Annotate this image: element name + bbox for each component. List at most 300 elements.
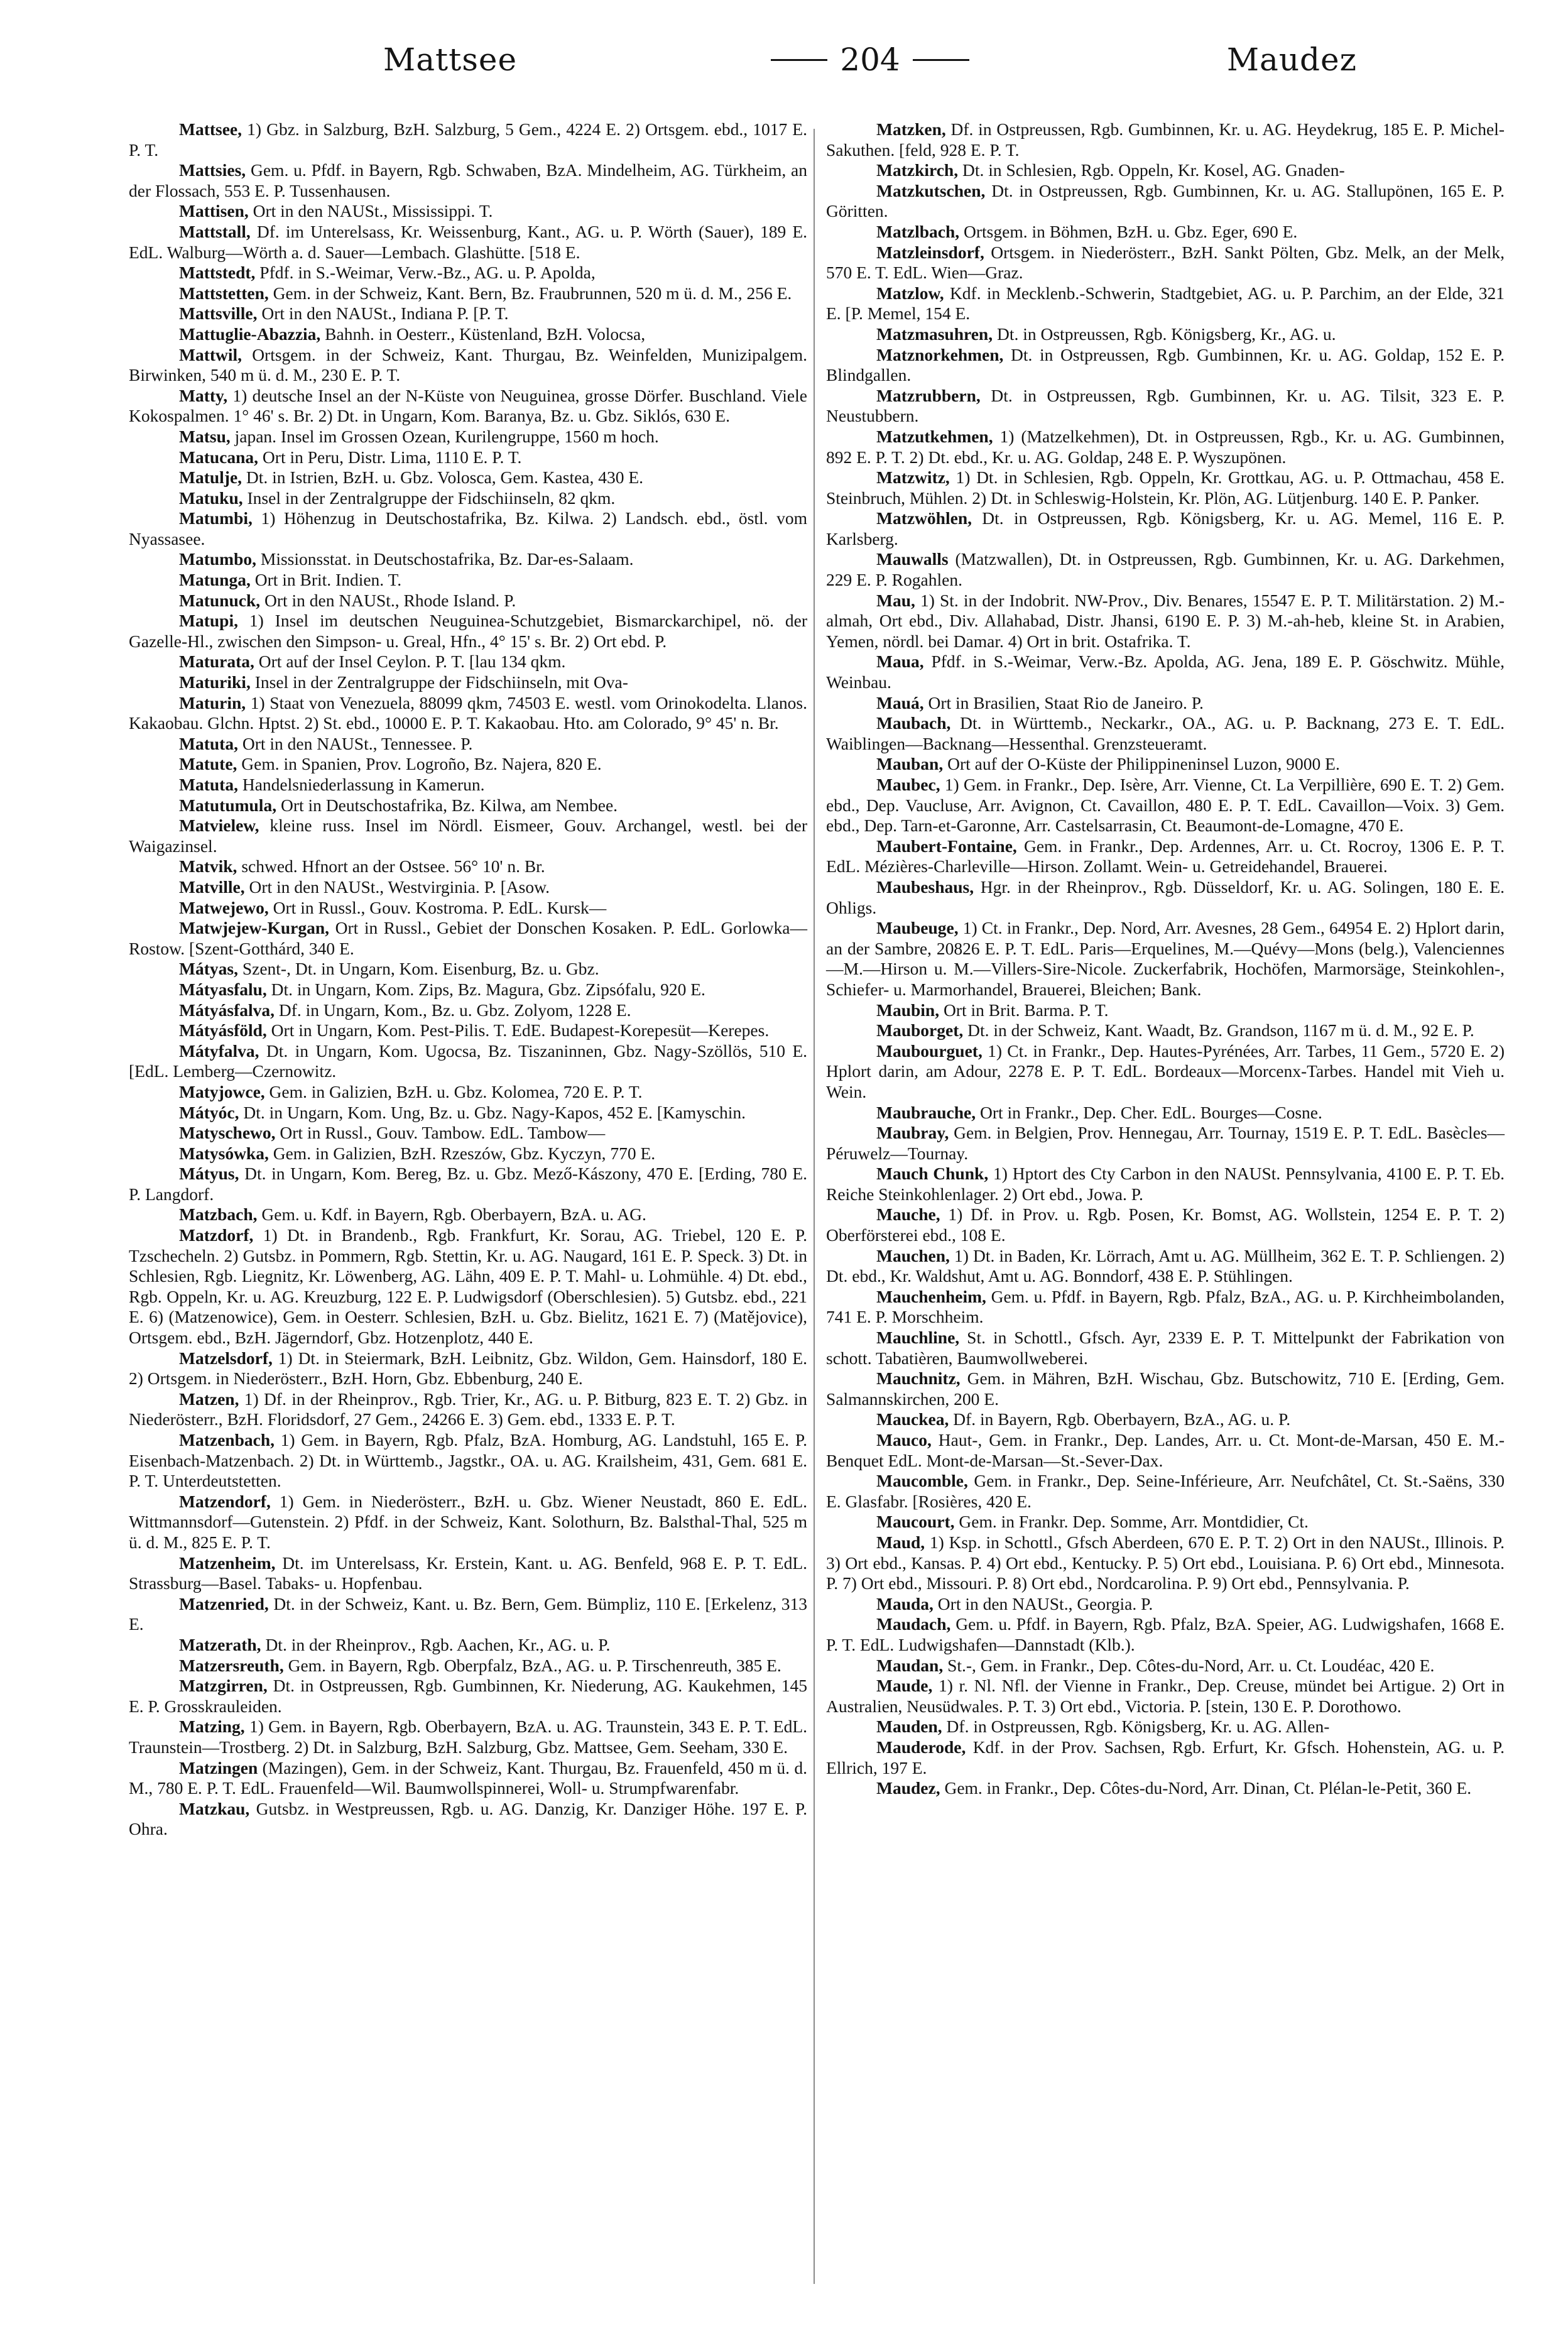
entry-text: Dt. in Ungarn, Kom. Ung, Bz. u. Gbz. Nagy-Kapos, 452 E. [Kamyschin. <box>239 1102 746 1122</box>
entry-headword: Maubrauche, <box>876 1102 976 1122</box>
entry-text: Ort in den NAUSt., Indiana P. [P. T. <box>257 303 509 324</box>
gazetteer-entry <box>826 1532 1505 1594</box>
gazetteer-entry <box>826 119 1505 160</box>
gazetteer-entry <box>826 1512 1505 1532</box>
entry-headword: Maubin, <box>876 1000 940 1020</box>
entry-headword: Matzken, <box>876 119 946 139</box>
gazetteer-entry <box>129 775 807 795</box>
gazetteer-entry <box>129 1717 807 1757</box>
entry-text: Dt. in Ungarn, Kom. Bereg, Bz. u. Gbz. Mező-Kászony, 470 E. [Erding, 780 E. P. Langdorf. <box>129 1164 807 1204</box>
gazetteer-entry <box>826 386 1505 427</box>
gazetteer-entry <box>129 795 807 816</box>
entry-headword: Matzenheim, <box>179 1553 276 1573</box>
gazetteer-entry <box>129 856 807 877</box>
entry-text: Gem. in Galizien, BzH. Rzeszów, Gbz. Kyczyn, 770 E. <box>268 1143 656 1163</box>
entry-text: Kdf. in der Prov. Sachsen, Rgb. Erfurt, Kr. Gfsch. Hohenstein, AG. u. P. Ellrich, 197 E. <box>826 1737 1505 1778</box>
entry-text: 1) Gem. in Bayern, Rgb. Pfalz, BzA. Homburg, AG. Landstuhl, 165 E. P. Eisenbach-Matzenbach. 2) Dt. in Württemb., Jagstkr., OA. u. AG. Krailsheim, 431, Gem. 681 E. P. T. Unterdeutstetten. <box>129 1430 807 1491</box>
entry-headword: Matzenbach, <box>179 1430 275 1450</box>
entry-headword: Matzersreuth, <box>179 1655 284 1675</box>
entry-text: Ort in Deutschostafrika, Bz. Kilwa, am Nembee. <box>276 795 618 815</box>
entry-text: Ort in den NAUSt., Mississippi. T. <box>248 201 493 221</box>
entry-headword: Maturin, <box>179 692 246 713</box>
gazetteer-entry <box>129 549 807 570</box>
entry-headword: Matzrubbern, <box>876 385 981 405</box>
entry-text: Gem. in der Schweiz, Kant. Bern, Bz. Fraubrunnen, 520 m ü. d. M., 256 E. <box>268 283 792 303</box>
entry-headword: Matzingen <box>179 1757 258 1778</box>
entry-headword: Mátyásfalva, <box>179 1000 275 1020</box>
entry-text: Dt. in der Schweiz, Kant. Waadt, Bz. Grandson, 1167 m ü. d. M., 92 E. P. <box>963 1020 1474 1040</box>
entry-text: Dt. in Ostpreussen, Rgb. Gumbinnen, Kr. u. AG. Goldap, 152 E. P. Blindgallen. <box>826 344 1505 385</box>
entry-text: 1) Insel im deutschen Neuguinea-Schutzgebiet, Bismarckarchipel, nö. der Gazelle-Hl., zwischen den Simpson- u. Greal, Hfn., 4° 15' s. Br. 2) Ort ebd. P. <box>129 611 807 651</box>
gazetteer-entry <box>826 324 1505 345</box>
entry-text: 1) Dt. in Brandenb., Rgb. Frankfurt, Kr. Sorau, AG. Triebel, 120 E. P. Tzschecheln. 2) Gutsbz. in Pommern, Rgb. Stettin, Kr. u. AG. Naugard, 161 E. P. Speck. 3) Dt. in Schlesien, Rgb. Liegnitz, Kr. Löwenberg, AG. Lähn, 409 E. P. T. Mahl- u. Lohmühle. 4) Dt. ebd., Rgb. Oppeln, Kr. u. AG. Kreuzburg, 122 E. P. Ludwigsdorf (Oberschlesien). 5) Gutsbz. ebd., 221 E. 6) (Matzenowice), Gem. in Oesterr. Schlesien, BzH. u. Gbz. Bielitz, 1621 E. 7) (Matějovice), Ortsgem. ebd., BzH. Jägerndorf, Gbz. Hotzenplotz, 440 E. <box>129 1225 807 1348</box>
entry-headword: Maubeuge, <box>876 918 959 938</box>
entry-headword: Matzbach, <box>179 1204 258 1225</box>
gazetteer-entry <box>129 1000 807 1021</box>
entry-text: Bahnh. in Oesterr., Küstenland, BzH. Volocsa, <box>320 324 646 344</box>
entry-headword: Mattsee, <box>179 119 242 139</box>
entry-headword: Matwjejew-Kurgan, <box>179 918 330 938</box>
page-number: 204 <box>840 41 900 78</box>
running-head-last-entry: Maudez <box>1226 41 1357 78</box>
page-number-block <box>771 41 969 78</box>
entry-text: 1) Gem. in Bayern, Rgb. Oberbayern, BzA. u. AG. Traunstein, 343 E. P. T. EdL. Traunstein—Trostberg. 2) Dt. in Salzburg, BzH. Salzburg, Gbz. Mattsee, Gem. Seeham, 330 E. <box>129 1717 807 1757</box>
entry-headword: Maucomble, <box>876 1471 968 1491</box>
entry-headword: Matzdorf, <box>179 1225 254 1245</box>
gazetteer-entry <box>826 1164 1505 1204</box>
entry-text: 1) Höhenzug in Deutschostafrika, Bz. Kilwa. 2) Landsch. ebd., östl. vom Nyassasee. <box>129 508 807 549</box>
entry-text: 1) St. in der Indobrit. NW-Prov., Div. Benares, 15547 E. P. T. Militärstation. 2) M.-almah, Ort ebd., Div. Allahabad, Distr. Jhansi, 6190 E. P. 3) M.-ah-heb, kleine St. in Arabien, Yemen, nördl. bei Damar. 4) Ort in brit. Ostafrika. T. <box>826 590 1505 651</box>
entry-headword: Maturiki, <box>179 672 251 692</box>
gazetteer-entry <box>129 816 807 856</box>
entry-text: Ort in Russl., Gouv. Tambow. EdL. Tambow— <box>275 1123 606 1143</box>
gazetteer-entry <box>826 1778 1505 1799</box>
entry-headword: Mauden, <box>876 1717 942 1737</box>
gazetteer-entry <box>129 611 807 652</box>
entry-text: Szent-, Dt. in Ungarn, Kom. Eisenburg, Bz. u. Gbz. <box>237 959 599 979</box>
gazetteer-entry <box>129 980 807 1000</box>
entry-text: schwed. Hfnort an der Ostsee. 56° 10' n. Br. <box>237 856 545 877</box>
entry-headword: Mauchenheim, <box>876 1286 986 1306</box>
gazetteer-entry <box>826 181 1505 222</box>
entry-text: 1) Ct. in Frankr., Dep. Hautes-Pyrénées, Arr. Tarbes, 11 Gem., 5720 E. 2) Hplort darin, am Adour, 2278 E. P. T. EdL. Bordeaux—Morcenx-Tarbes. Handel mit Vieh u. Wein. <box>826 1040 1505 1101</box>
gazetteer-entry <box>826 1000 1505 1021</box>
entry-text: Dt. in Ostpreussen, Rgb. Gumbinnen, Kr. Niederung, AG. Kaukehmen, 145 E. P. Grosskrauleiden. <box>129 1676 807 1716</box>
entry-headword: Matsu, <box>179 426 231 446</box>
entry-text: Ort auf der O-Küste der Philippineninsel Luzon, 9000 E. <box>943 754 1340 774</box>
entry-headword: Maubourguet, <box>876 1040 983 1061</box>
entry-text: Gem. in Mähren, BzH. Wischau, Gbz. Butschowitz, 710 E. [Erding, Gem. Salmannskirchen, 200 E. <box>826 1368 1505 1409</box>
page-header <box>126 25 1483 94</box>
entry-text: Gem. in Spanien, Prov. Logroño, Bz. Najera, 820 E. <box>237 754 602 774</box>
entry-headword: Matumbi, <box>179 508 253 528</box>
gazetteer-entry <box>826 1246 1505 1287</box>
entry-text: St.-, Gem. in Frankr., Dep. Côtes-du-Nord, Arr. u. Ct. Loudéac, 420 E. <box>943 1655 1435 1675</box>
entry-text: 1) Gbz. in Salzburg, BzH. Salzburg, 5 Gem., 4224 E. 2) Ortsgem. ebd., 1017 E. P. T. <box>129 119 807 160</box>
gazetteer-entry <box>826 1471 1505 1512</box>
gazetteer-entry <box>826 1204 1505 1245</box>
running-head-first-entry: Mattsee <box>383 41 518 78</box>
entry-headword: Maua, <box>876 652 924 672</box>
entry-text: 1) Ksp. in Schottl., Gfsch Aberdeen, 670 E. P. T. 2) Ort in den NAUSt., Illinois. P. 3) Ort ebd., Kansas. P. 4) Ort ebd., Kentucky. P. 5) Ort ebd., Louisiana. P. 6) Ort ebd., Minnesota. P. 7) Ort ebd., Missouri. P. 8) Ort ebd., Nordcarolina. P. 9) Ort ebd., Pennsylvania. P. <box>826 1532 1505 1593</box>
gazetteer-entry <box>826 283 1505 324</box>
entry-text: Ort in Ungarn, Kom. Pest-Pilis. T. EdE. Budapest-Korepesüt—Kerepes. <box>266 1020 770 1040</box>
gazetteer-entry <box>826 1287 1505 1328</box>
entry-headword: Matysówka, <box>179 1143 269 1163</box>
entry-text: 1) Df. in der Rheinprov., Rgb. Trier, Kr., AG. u. P. Bitburg, 823 E. T. 2) Gbz. in Niederösterr., BzH. Floridsdorf, 27 Gem., 24266 E. 3) Gem. ebd., 1333 E. P. T. <box>129 1389 807 1429</box>
entry-headword: Mauche, <box>876 1204 940 1225</box>
entry-text: Ort in Brasilien, Staat Rio de Janeiro. P. <box>923 692 1204 713</box>
entry-headword: Matzelsdorf, <box>179 1348 273 1368</box>
entry-text: Gem. u. Pfdf. in Bayern, Rgb. Pfalz, BzA. Speier, AG. Ludwigshafen, 1668 E. P. T. EdL. Ludwigshafen—Dannstadt (Klb.). <box>826 1614 1505 1654</box>
entry-headword: Matunuck, <box>179 590 261 610</box>
entry-text: Gem. u. Kdf. in Bayern, Rgb. Oberbayern, BzA. u. AG. <box>257 1204 646 1225</box>
right-column <box>826 119 1505 1799</box>
entry-text: Gem. in Bayern, Rgb. Oberpfalz, BzA., AG. u. P. Tirschenreuth, 385 E. <box>283 1655 781 1675</box>
entry-text: 1) Dt. in Steiermark, BzH. Leibnitz, Gbz. Wildon, Gem. Hainsdorf, 180 E. 2) Ortsgem. in Niederösterr., BzH. Horn, Gbz. Ebbenburg, 240 E. <box>129 1348 807 1389</box>
gazetteer-entry <box>129 1799 807 1840</box>
gazetteer-entry <box>129 570 807 591</box>
entry-headword: Mattstedt, <box>179 263 256 283</box>
gazetteer-entry <box>826 918 1505 1000</box>
gazetteer-entry <box>826 427 1505 467</box>
entry-headword: Matzkirch, <box>876 160 959 180</box>
entry-text: Df. in Ungarn, Kom., Bz. u. Gbz. Zolyom, 1228 E. <box>275 1000 631 1020</box>
entry-headword: Mattisen, <box>179 201 249 221</box>
entry-headword: Matzutkehmen, <box>876 426 993 446</box>
gazetteer-entry <box>826 1656 1505 1676</box>
entry-headword: Maud, <box>876 1532 925 1552</box>
gazetteer-entry <box>826 1430 1505 1471</box>
entry-text: Ort in den NAUSt., Rhode Island. P. <box>260 590 516 610</box>
entry-headword: Maubach, <box>876 713 951 733</box>
gazetteer-entry <box>826 1103 1505 1123</box>
entry-headword: Matzmasuhren, <box>876 324 993 344</box>
entry-text: Dt. im Unterelsass, Kr. Erstein, Kant. u. AG. Benfeld, 968 E. P. T. EdL. Strassburg—Basel. Tabaks- u. Hopfenbau. <box>129 1553 807 1593</box>
entry-text: Insel in der Zentralgruppe der Fidschiinseln, mit Ova- <box>250 672 628 692</box>
header-dash-right <box>913 59 969 61</box>
entry-text: 1) r. Nl. Nfl. der Vienne in Frankr., Dep. Creuse, mündet bei Artigue. 2) Ort in Australien, Neusüdwales. P. T. 3) Ort ebd., Victoria. P. [stein, 130 E. P. Dorothowo. <box>826 1676 1505 1716</box>
gazetteer-entry <box>129 467 807 488</box>
gazetteer-entry <box>129 1676 807 1717</box>
entry-text: Pfdf. in S.-Weimar, Verw.-Bz., AG. u. P. Apolda, <box>255 263 596 283</box>
gazetteer-entry <box>129 1164 807 1204</box>
gazetteer-entry <box>129 1123 807 1144</box>
gazetteer-entry <box>826 467 1505 508</box>
entry-text: Gem. u. Pfdf. in Bayern, Rgb. Schwaben, BzA. Mindelheim, AG. Türkheim, an der Flossach, 553 E. P. Tussenhausen. <box>129 160 807 200</box>
entry-text: Ort in den NAUSt., Georgia. P. <box>933 1593 1153 1614</box>
entry-text: Gem. in Belgien, Prov. Hennegau, Arr. Tournay, 1519 E. P. T. EdL. Basècles—Péruwelz—Tournay. <box>826 1123 1505 1163</box>
entry-text: Hgr. in der Rheinprov., Rgb. Düsseldorf, Kr. u. AG. Solingen, 180 E. E. Ohligs. <box>826 877 1505 917</box>
entry-text: Insel in der Zentralgruppe der Fidschiinseln, 82 qkm. <box>242 488 616 508</box>
gazetteer-entry <box>129 1225 807 1348</box>
gazetteer-entry <box>826 1676 1505 1717</box>
header-dash-left <box>771 59 827 61</box>
entry-headword: Maudan, <box>876 1655 944 1675</box>
entry-headword: Mátyóc, <box>179 1102 239 1122</box>
entry-headword: Mauban, <box>876 754 944 774</box>
gazetteer-entry <box>129 1635 807 1656</box>
entry-text: Ort auf der Insel Ceylon. P. T. [lau 134 qkm. <box>254 652 566 672</box>
gazetteer-entry <box>826 1123 1505 1164</box>
entry-text: Df. in Ostpreussen, Rgb. Königsberg, Kr. u. AG. Allen- <box>942 1717 1330 1737</box>
entry-headword: Matuku, <box>179 488 243 508</box>
gazetteer-entry <box>129 119 807 160</box>
gazetteer-entry <box>129 672 807 693</box>
entry-text: Ortsgem. in Niederösterr., BzH. Sankt Pölten, Gbz. Melk, an der Melk, 570 E. T. EdL. Wien—Graz. <box>826 242 1505 283</box>
gazetteer-entry <box>129 1553 807 1594</box>
entry-headword: Matvielew, <box>179 816 259 836</box>
entry-text: Gem. in Frankr., Dep. Ardennes, Arr. u. Ct. Rocroy, 1306 E. P. T. EdL. Mézières-Charleville—Hirson. Zollamt. Wein- u. Getreidehandel, Brauerei. <box>826 836 1505 877</box>
gazetteer-entry <box>826 754 1505 775</box>
entry-text: Pfdf. in S.-Weimar, Verw.-Bz. Apolda, AG. Jena, 189 E. P. Göschwitz. Mühle, Weinbau. <box>826 652 1505 692</box>
entry-headword: Mauá, <box>876 692 924 713</box>
entry-text: Kdf. in Mecklenb.-Schwerin, Stadtgebiet, AG. u. P. Parchim, an der Elde, 321 E. [P. Memel, 154 E. <box>826 283 1505 324</box>
entry-text: St. in Schottl., Gfsch. Ayr, 2339 E. P. T. Mittelpunkt der Fabrikation von schott. Tabatièren, Baumwollweberei. <box>826 1328 1505 1368</box>
gazetteer-entry <box>129 898 807 919</box>
entry-text: Dt. in Schlesien, Rgb. Oppeln, Kr. Kosel, AG. Gnaden- <box>958 160 1345 180</box>
entry-headword: Matville, <box>179 877 245 897</box>
entry-headword: Matyschewo, <box>179 1123 276 1143</box>
entry-headword: Maubeshaus, <box>876 877 974 897</box>
entry-headword: Matzerath, <box>179 1634 261 1654</box>
entry-text: Dt. in der Rheinprov., Rgb. Aachen, Kr., AG. u. P. <box>261 1634 611 1654</box>
entry-headword: Mátyásföld, <box>179 1020 267 1040</box>
entry-text: Dt. in der Schweiz, Kant. u. Bz. Bern, Gem. Bümpliz, 110 E. [Erkelenz, 313 E. <box>129 1593 807 1634</box>
gazetteer-entry <box>129 447 807 468</box>
gazetteer-entry <box>129 754 807 775</box>
gazetteer-entry <box>826 591 1505 652</box>
entry-headword: Matumbo, <box>179 549 256 569</box>
entry-text: 1) deutsche Insel an der N-Küste von Neuguinea, grosse Dörfer. Buschland. Viele Kokospalmen. 1° 46' s. Br. 2) Dt. in Ungarn, Kom. Baranya, Bz. u. Gbz. Siklós, 630 E. <box>129 385 807 426</box>
gazetteer-entry <box>826 775 1505 836</box>
gazetteer-entry <box>826 243 1505 283</box>
gazetteer-entry <box>129 1082 807 1103</box>
gazetteer-entry <box>129 1020 807 1041</box>
entry-text: 1) Ct. in Frankr., Dep. Nord, Arr. Avesnes, 28 Gem., 64954 E. 2) Hplort darin, an der Sambre, 20826 E. P. T. EdL. Paris—Erquelines, M.—Quévy—Mons (belg.), Valenciennes—M.—Hirson u. M.—Villers-Sire-Nicole. Zuckerfabrik, Hochöfen, Marmorsäge, Steinkohlen-, Schiefer- u. Marmorhandel, Brauerei, Bleichen; Bank. <box>826 918 1505 999</box>
entry-text: Gem. u. Pfdf. in Bayern, Rgb. Pfalz, BzA., AG. u. P. Kirchheimbolanden, 741 E. P. Morschheim. <box>826 1286 1505 1327</box>
entry-headword: Mauchnitz, <box>876 1368 961 1389</box>
entry-headword: Mattstall, <box>179 221 251 241</box>
entry-headword: Matutumula, <box>179 795 277 815</box>
entry-text: (Matzwallen), Dt. in Ostpreussen, Rgb. Gumbinnen, Kr. u. AG. Darkehmen, 229 E. P. Rogahlen. <box>826 549 1505 590</box>
gazetteer-entry <box>129 1430 807 1492</box>
entry-headword: Mauckea, <box>876 1409 949 1429</box>
entry-text: Dt. in Ostpreussen, Rgb. Gumbinnen, Kr. u. AG. Stallupönen, 165 E. P. Göritten. <box>826 180 1505 221</box>
gazetteer-entry <box>129 303 807 324</box>
entry-headword: Mau, <box>876 590 915 610</box>
entry-text: 1) Df. in Prov. u. Rgb. Posen, Kr. Bomst, AG. Wollstein, 1254 E. P. T. 2) Oberförsterei ebd., 108 E. <box>826 1204 1505 1245</box>
gazetteer-entry <box>129 386 807 427</box>
entry-headword: Mátyus, <box>179 1164 239 1184</box>
gazetteer-entry <box>129 959 807 980</box>
entry-headword: Matucana, <box>179 447 259 467</box>
entry-headword: Matzing, <box>179 1717 245 1737</box>
entry-headword: Matznorkehmen, <box>876 344 1004 364</box>
gazetteer-entry <box>129 263 807 283</box>
entry-headword: Mauda, <box>876 1593 934 1614</box>
entry-text: Df. in Ostpreussen, Rgb. Gumbinnen, Kr. u. AG. Heydekrug, 185 E. P. Michel-Sakuthen. [feld, 928 E. P. T. <box>826 119 1505 160</box>
gazetteer-entry <box>129 283 807 304</box>
column-divider <box>814 129 815 2284</box>
gazetteer-entry <box>826 693 1505 714</box>
gazetteer-entry <box>129 918 807 959</box>
gazetteer-entry <box>129 1758 807 1799</box>
gazetteer-entry <box>826 508 1505 549</box>
entry-text: Gem. in Frankr., Dep. Côtes-du-Nord, Arr. Dinan, Ct. Plélan-le-Petit, 360 E. <box>940 1778 1472 1798</box>
entry-headword: Maude, <box>876 1676 933 1696</box>
gazetteer-entry <box>826 1717 1505 1737</box>
entry-headword: Matty, <box>179 385 228 405</box>
entry-text: 1) Dt. in Baden, Kr. Lörrach, Amt u. AG. Müllheim, 362 E. T. P. Schliengen. 2) Dt. ebd., Kr. Waldshut, Amt u. AG. Bonndorf, 438 E. P. Stühlingen. <box>826 1245 1505 1286</box>
entry-text: 1) Staat von Venezuela, 88099 qkm, 74503 E. westl. vom Orinokodelta. Llanos. Kakaobau. Glchn. Hptst. 2) St. ebd., 10000 E. P. T. Kakaobau. Hto. am Colorado, 9° 45' n. Br. <box>129 692 807 733</box>
entry-headword: Matzkau, <box>179 1798 250 1818</box>
gazetteer-entry <box>826 549 1505 590</box>
gazetteer-entry <box>826 1020 1505 1041</box>
entry-text: Ort in Frankr., Dep. Cher. EdL. Bourges—Cosne. <box>976 1102 1322 1122</box>
gazetteer-entry <box>129 1389 807 1430</box>
entry-headword: Matzen, <box>179 1389 239 1409</box>
gazetteer-entry <box>129 201 807 222</box>
entry-headword: Matuta, <box>179 733 238 753</box>
entry-headword: Mattwil, <box>179 344 242 364</box>
gazetteer-entry <box>129 1492 807 1553</box>
entry-text: Dt. in Ostpreussen, Rgb. Königsberg, Kr. u. AG. Memel, 116 E. P. Karlsberg. <box>826 508 1505 549</box>
entry-headword: Matzgirren, <box>179 1676 268 1696</box>
entry-headword: Mattsville, <box>179 303 258 324</box>
gazetteer-entry <box>129 1204 807 1225</box>
entry-text: Df. in Bayern, Rgb. Oberbayern, BzA., AG. u. P. <box>949 1409 1291 1429</box>
entry-headword: Maubert-Fontaine, <box>876 836 1017 856</box>
gazetteer-entry <box>129 1594 807 1635</box>
gazetteer-entry <box>129 1103 807 1123</box>
entry-text: Ortsgem. in Böhmen, BzH. u. Gbz. Eger, 690 E. <box>959 221 1298 241</box>
gazetteer-entry <box>129 877 807 898</box>
gazetteer-entry <box>826 222 1505 243</box>
gazetteer-entry <box>826 713 1505 754</box>
entry-headword: Maudez, <box>876 1778 940 1798</box>
entry-headword: Matwejewo, <box>179 897 269 917</box>
entry-text: Ort in den NAUSt., Tennessee. P. <box>237 733 473 753</box>
gazetteer-entry <box>826 1368 1505 1409</box>
gazetteer-entry <box>129 488 807 509</box>
entry-headword: Mátyas, <box>179 959 238 979</box>
entry-text: Dt. in Württemb., Neckarkr., OA., AG. u. P. Backnang, 273 E. T. EdL. Waiblingen—Backnang—Hessenthal. Grenzsteueramt. <box>826 713 1505 753</box>
gazetteer-entry <box>129 1144 807 1164</box>
entry-headword: Maudach, <box>876 1614 951 1634</box>
entry-headword: Matzenried, <box>179 1593 269 1614</box>
gazetteer-entry <box>129 427 807 447</box>
entry-headword: Mauderode, <box>876 1737 966 1757</box>
gazetteer-entry <box>129 591 807 611</box>
entry-text: Ortsgem. in der Schweiz, Kant. Thurgau, Bz. Weinfelden, Munizipalgem. Birwinken, 540 m ü. d. M., 230 E. P. T. <box>129 344 807 385</box>
entry-headword: Maubray, <box>876 1123 949 1143</box>
gazetteer-entry <box>129 160 807 201</box>
entry-text: Ort in Brit. Indien. T. <box>250 570 402 590</box>
gazetteer-entry <box>129 652 807 672</box>
entry-headword: Matzwitz, <box>876 467 950 488</box>
entry-headword: Matuta, <box>179 775 238 794</box>
entry-text: Dt. in Ostpreussen, Rgb. Gumbinnen, Kr. u. AG. Tilsit, 323 E. P. Neustubbern. <box>826 385 1505 426</box>
entry-text: japan. Insel im Grossen Ozean, Kurilengruppe, 1560 m hoch. <box>230 426 659 446</box>
entry-text: Gem. in Frankr. Dep. Somme, Arr. Montdidier, Ct. <box>954 1512 1309 1532</box>
entry-text: Ort in Brit. Barma. P. T. <box>939 1000 1109 1020</box>
gazetteer-entry <box>129 1656 807 1676</box>
entry-headword: Mauchline, <box>876 1328 960 1348</box>
entry-text: 1) Hptort des Cty Carbon in den NAUSt. Pennsylvania, 4100 E. P. T. Eb. Reiche Steinkohlenlager. 2) Ort ebd., Jowa. P. <box>826 1164 1505 1204</box>
entry-text: Dt. in Istrien, BzH. u. Gbz. Volosca, Gem. Kastea, 430 E. <box>242 467 644 488</box>
gazetteer-entry <box>129 324 807 345</box>
entry-text: Df. im Unterelsass, Kr. Weissenburg, Kant., AG. u. P. Wörth (Sauer), 189 E. EdL. Walburg—Wörth a. d. Sauer—Lembach. Glashütte. [518 E. <box>129 221 807 262</box>
entry-headword: Maubec, <box>876 775 940 794</box>
entry-headword: Mattuglie-Abazzia, <box>179 324 321 344</box>
entry-headword: Mátyasfalu, <box>179 979 267 999</box>
entry-headword: Matzleinsdorf, <box>876 242 984 262</box>
entry-text: 1) Gem. in Frankr., Dep. Isère, Arr. Vienne, Ct. La Verpillière, 690 E. T. 2) Gem. ebd., Dep. Vaucluse, Arr. Avignon, Ct. Cavaillon, 480 E. P. T. EdL. Cavaillon—Voix. 3) Gem. ebd., Dep. Tarn-et-Garonne, Arr. Castelsarrasin, Ct. Beaumont-de-Lomagne, 470 E. <box>826 775 1505 836</box>
entry-text: Ort in Russl., Gouv. Kostroma. P. EdL. Kursk— <box>268 897 607 917</box>
gazetteer-entry <box>826 1328 1505 1368</box>
entry-text: Ort in Peru, Distr. Lima, 1110 E. P. T. <box>258 447 522 467</box>
gazetteer-entry <box>826 877 1505 918</box>
entry-headword: Matzlbach, <box>876 221 960 241</box>
entry-text: Ort in den NAUSt., Westvirginia. P. [Asow. <box>244 877 550 897</box>
gazetteer-entry <box>826 1041 1505 1103</box>
left-column <box>129 119 807 1840</box>
entry-text: Haut-, Gem. in Frankr., Dep. Landes, Arr. u. Ct. Mont-de-Marsan, 450 E. M.-Benquet EdL. Mont-de-Marsan—St.-Sever-Dax. <box>826 1430 1505 1470</box>
gazetteer-entry <box>129 345 807 386</box>
entry-headword: Matzendorf, <box>179 1491 271 1511</box>
entry-headword: Matunga, <box>179 570 251 590</box>
entry-text: Dt. in Ungarn, Kom. Ugocsa, Bz. Tiszaninnen, Gbz. Nagy-Szöllös, 510 E. [EdL. Lemberg—Czernowitz. <box>129 1040 807 1081</box>
entry-headword: Matupi, <box>179 611 238 631</box>
gazetteer-entry <box>826 160 1505 181</box>
entry-headword: Matyjowce, <box>179 1081 265 1101</box>
entry-text: Dt. in Ostpreussen, Rgb. Königsberg, Kr., AG. u. <box>993 324 1336 344</box>
entry-text: Ort in Russl., Gebiet der Donschen Kosaken. P. EdL. Gorlowka—Rostow. [Szent-Gotthárd, 340 E. <box>129 918 807 958</box>
entry-headword: Mátyfalva, <box>179 1040 259 1061</box>
gazetteer-entry <box>826 1737 1505 1778</box>
entry-headword: Mauco, <box>876 1430 932 1450</box>
gazetteer-entry <box>826 1594 1505 1615</box>
gazetteer-entry <box>129 508 807 549</box>
entry-headword: Mauwalls <box>876 549 949 569</box>
entry-headword: Mattstetten, <box>179 283 269 303</box>
entry-headword: Matzkutschen, <box>876 180 986 200</box>
entry-headword: Mauchen, <box>876 1245 950 1265</box>
entry-headword: Matute, <box>179 754 237 774</box>
gazetteer-entry <box>826 652 1505 692</box>
gazetteer-entry <box>129 222 807 263</box>
entry-text: 1) Dt. in Schlesien, Rgb. Oppeln, Kr. Grottkau, AG. u. P. Ottmachau, 458 E. Steinbruch, Mühlen. 2) Dt. in Schleswig-Holstein, Kr. Plön, AG. Lütjenburg. 140 E. P. Panker. <box>826 467 1505 508</box>
entry-text: (Mazingen), Gem. in der Schweiz, Kant. Thurgau, Bz. Frauenfeld, 450 m ü. d. M., 780 E. P. T. EdL. Frauenfeld—Wil. Baumwollspinnerei, Woll- u. Strumpfwarenfabr. <box>129 1757 807 1798</box>
entry-headword: Matzlow, <box>876 283 944 303</box>
entry-text: 1) Gem. in Niederösterr., BzH. u. Gbz. Wiener Neustadt, 860 E. EdL. Wittmannsdorf—Gutenstein. 2) Pfdf. in der Schweiz, Kant. Solothurn, Bz. Balsthal-Thal, 525 m ü. d. M., 825 E. P. T. <box>129 1491 807 1552</box>
gazetteer-entry <box>826 836 1505 877</box>
entry-headword: Matvik, <box>179 856 237 877</box>
gazetteer-entry <box>129 1041 807 1082</box>
entry-headword: Mattsies, <box>179 160 246 180</box>
gazetteer-entry <box>826 1614 1505 1655</box>
entry-text: Missionsstat. in Deutschostafrika, Bz. Dar-es-Salaam. <box>256 549 634 569</box>
entry-headword: Matulje, <box>179 467 242 488</box>
entry-text: Handelsniederlassung in Kamerun. <box>237 775 485 794</box>
entry-text: kleine russ. Insel im Nördl. Eismeer, Gouv. Archangel, westl. bei der Waigazinsel. <box>129 816 807 856</box>
entry-headword: Mauch Chunk, <box>876 1164 989 1184</box>
gazetteer-entry <box>826 1409 1505 1430</box>
gazetteer-entry <box>129 693 807 734</box>
entry-headword: Maucourt, <box>876 1512 955 1532</box>
entry-text: Dt. in Ungarn, Kom. Zips, Bz. Magura, Gbz. Zipsófalu, 920 E. <box>266 979 705 999</box>
